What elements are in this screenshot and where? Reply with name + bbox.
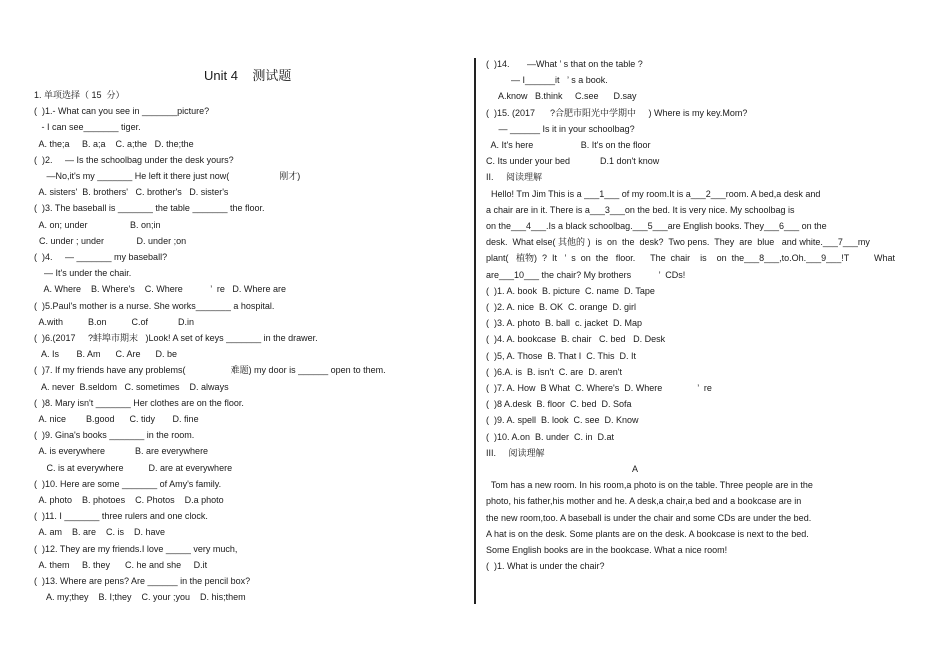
text-line: ( )10. A.on B. under C. in D.at <box>486 431 615 442</box>
text-line: a chair are in it. There is a___3___on the bed. It is very nice. My schoolbag is <box>486 204 795 215</box>
text-line: ( )12. They are my friends.I love _____ very much, <box>34 543 238 554</box>
text-line: are___10___ the chair? My brothers ’ CDs! <box>486 269 686 280</box>
text-line: A. my;they B. I;they C. your ;you D. his;them <box>34 592 246 603</box>
text-line: — ______ Is it in your schoolbag? <box>486 123 635 134</box>
text-line: ( )7. A. How B What C. Where's D. Where ’ re <box>486 383 712 393</box>
text-line: ( )13. Where are pens? Are ______ in the pencil box? <box>34 576 251 586</box>
text-line: ( )5.Paul's mother is a nurse. She works_______ a hospital. <box>34 300 275 311</box>
text-line: Hello! Tm Jim This is a ___1___ of my room.It is a___2___room. A bed,a desk and <box>486 188 821 199</box>
text-line: ( )8. Mary isn't _______ Her clothes are on the floor. <box>34 397 244 408</box>
text-line: Some English books are in the bookcase. What a nice room! <box>486 545 728 555</box>
text-line: ( )1.- What can you see in _______picture? <box>34 106 210 117</box>
text-line: ( )9. A. spell B. look C. see D. Know <box>486 415 639 426</box>
passage-label: A <box>632 464 639 474</box>
text-line: plant( 植物) ? It ’ s on the floor. The chair is on the___8___,to.Oh.___9___!T What <box>486 253 896 264</box>
text-line: — It's under the chair. <box>34 268 132 279</box>
text-line: —No,it's my _______ He left it there just now( 刚才) <box>34 171 301 181</box>
text-line: ( )7. If my friends have any problems( 难题) my door is ______ open to them. <box>34 365 386 376</box>
text-line: Tom has a new room. In his room,a photo is on the table. Three people are in the <box>486 480 813 491</box>
text-line: A. them B. they C. he and she D.it <box>34 559 208 570</box>
text-line: A. It's here B. It's on the floor <box>486 140 651 150</box>
text-line: ( )15. (2017 ?合肥市阳光中学期中 ) Where is my key.Mom? <box>486 107 748 118</box>
text-line: ( )5, A. Those B. That I C. This D. It <box>486 350 637 361</box>
text-line: ( )4. — _______ my baseball? <box>34 252 168 262</box>
text-line: A. on; under B. on;in <box>34 219 161 230</box>
text-line: A. Where B. Where's C. Where ’ re D. Where are <box>34 284 286 295</box>
text-line: ( )2. A. nice B. OK C. orange D. girl <box>486 302 637 312</box>
text-line: C. is at everywhere D. are at everywhere <box>34 462 233 473</box>
text-line: ( )9. Gina's books _______ in the room. <box>34 430 195 441</box>
text-line: A. sisters' B. brothers' C. brother's D. sister's <box>34 187 229 198</box>
text-line: A. am B. are C. is D. have <box>34 527 166 538</box>
text-line: ( )6.A. is B. isn't C. are D. aren't <box>486 366 622 377</box>
text-line: ( )14. —What ’ s that on the table ? <box>486 59 643 69</box>
text-line: II. 阅读理解 <box>486 172 543 183</box>
text-line: ( )6.(2017 ?蚌埠市期末 )Look! A set of keys _______ in the drawer. <box>34 333 318 343</box>
text-line: on the___4___.Is a black schoolbag.___5___are English books. They___6___ on the <box>486 221 827 231</box>
text-line: photo, his father,his mother and he. A desk,a chair,a bed and a bookcase are in <box>486 496 802 507</box>
text-line: A.know B.think C.see D.say <box>486 91 637 102</box>
text-line: ( )2. — Is the schoolbag under the desk yours? <box>34 154 234 165</box>
text-line: A. is everywhere B. are everywhere <box>34 446 209 457</box>
text-line: A. nice B.good C. tidy D. fine <box>34 414 199 424</box>
text-line: III. 阅读理解 <box>486 447 545 458</box>
text-line: desk. What else( 其他的 ) is on the desk? Two pens. They are blue and white.___7___my <box>486 237 870 248</box>
text-line: 1. 单项选择（ 15 分） <box>34 90 125 100</box>
text-line: ( )11. I _______ three rulers and one clock. <box>34 511 208 522</box>
text-line: A. the;a B. a;a C. a;the D. the;the <box>34 138 194 149</box>
text-line: A. Is B. Am C. Are D. be <box>34 349 178 360</box>
text-line: - I can see_______ tiger. <box>34 122 141 133</box>
text-line: A. never B.seldom C. sometimes D. always <box>34 381 229 392</box>
text-line: — I______it ’ s a book. <box>486 75 608 86</box>
text-line: C. under ; under D. under ;on <box>34 235 187 246</box>
text-line: C. Its under your bed D.1 don't know <box>486 156 660 167</box>
text-line: A hat is on the desk. Some plants are on the desk. A bookcase is next to the bed. <box>486 528 809 539</box>
text-line: ( )10. Here are some _______ of Amy's family. <box>34 478 222 489</box>
text-line: ( )1. What is under the chair? <box>486 561 605 572</box>
page-title: Unit 4 测试题 <box>204 68 292 83</box>
column-divider <box>474 58 476 604</box>
text-line: ( )4. A. bookcase B. chair C. bed D. Desk <box>486 334 666 345</box>
text-line: ( )8 A.desk B. floor C. bed D. Sofa <box>486 399 632 410</box>
text-line: ( )3. A. photo B. ball c. jacket D. Map <box>486 318 643 329</box>
text-line: A. photo B. photoes C. Photos D.a photo <box>34 495 224 505</box>
text-line: ( )1. A. book B. picture C. name D. Tape <box>486 285 655 296</box>
text-line: ( )3. The baseball is _______ the table _______ the floor. <box>34 203 265 214</box>
text-line: A.with B.on C.of D.in <box>34 316 195 327</box>
text-line: the new room,too. A baseball is under the chair and some CDs are under the bed. <box>486 512 812 523</box>
